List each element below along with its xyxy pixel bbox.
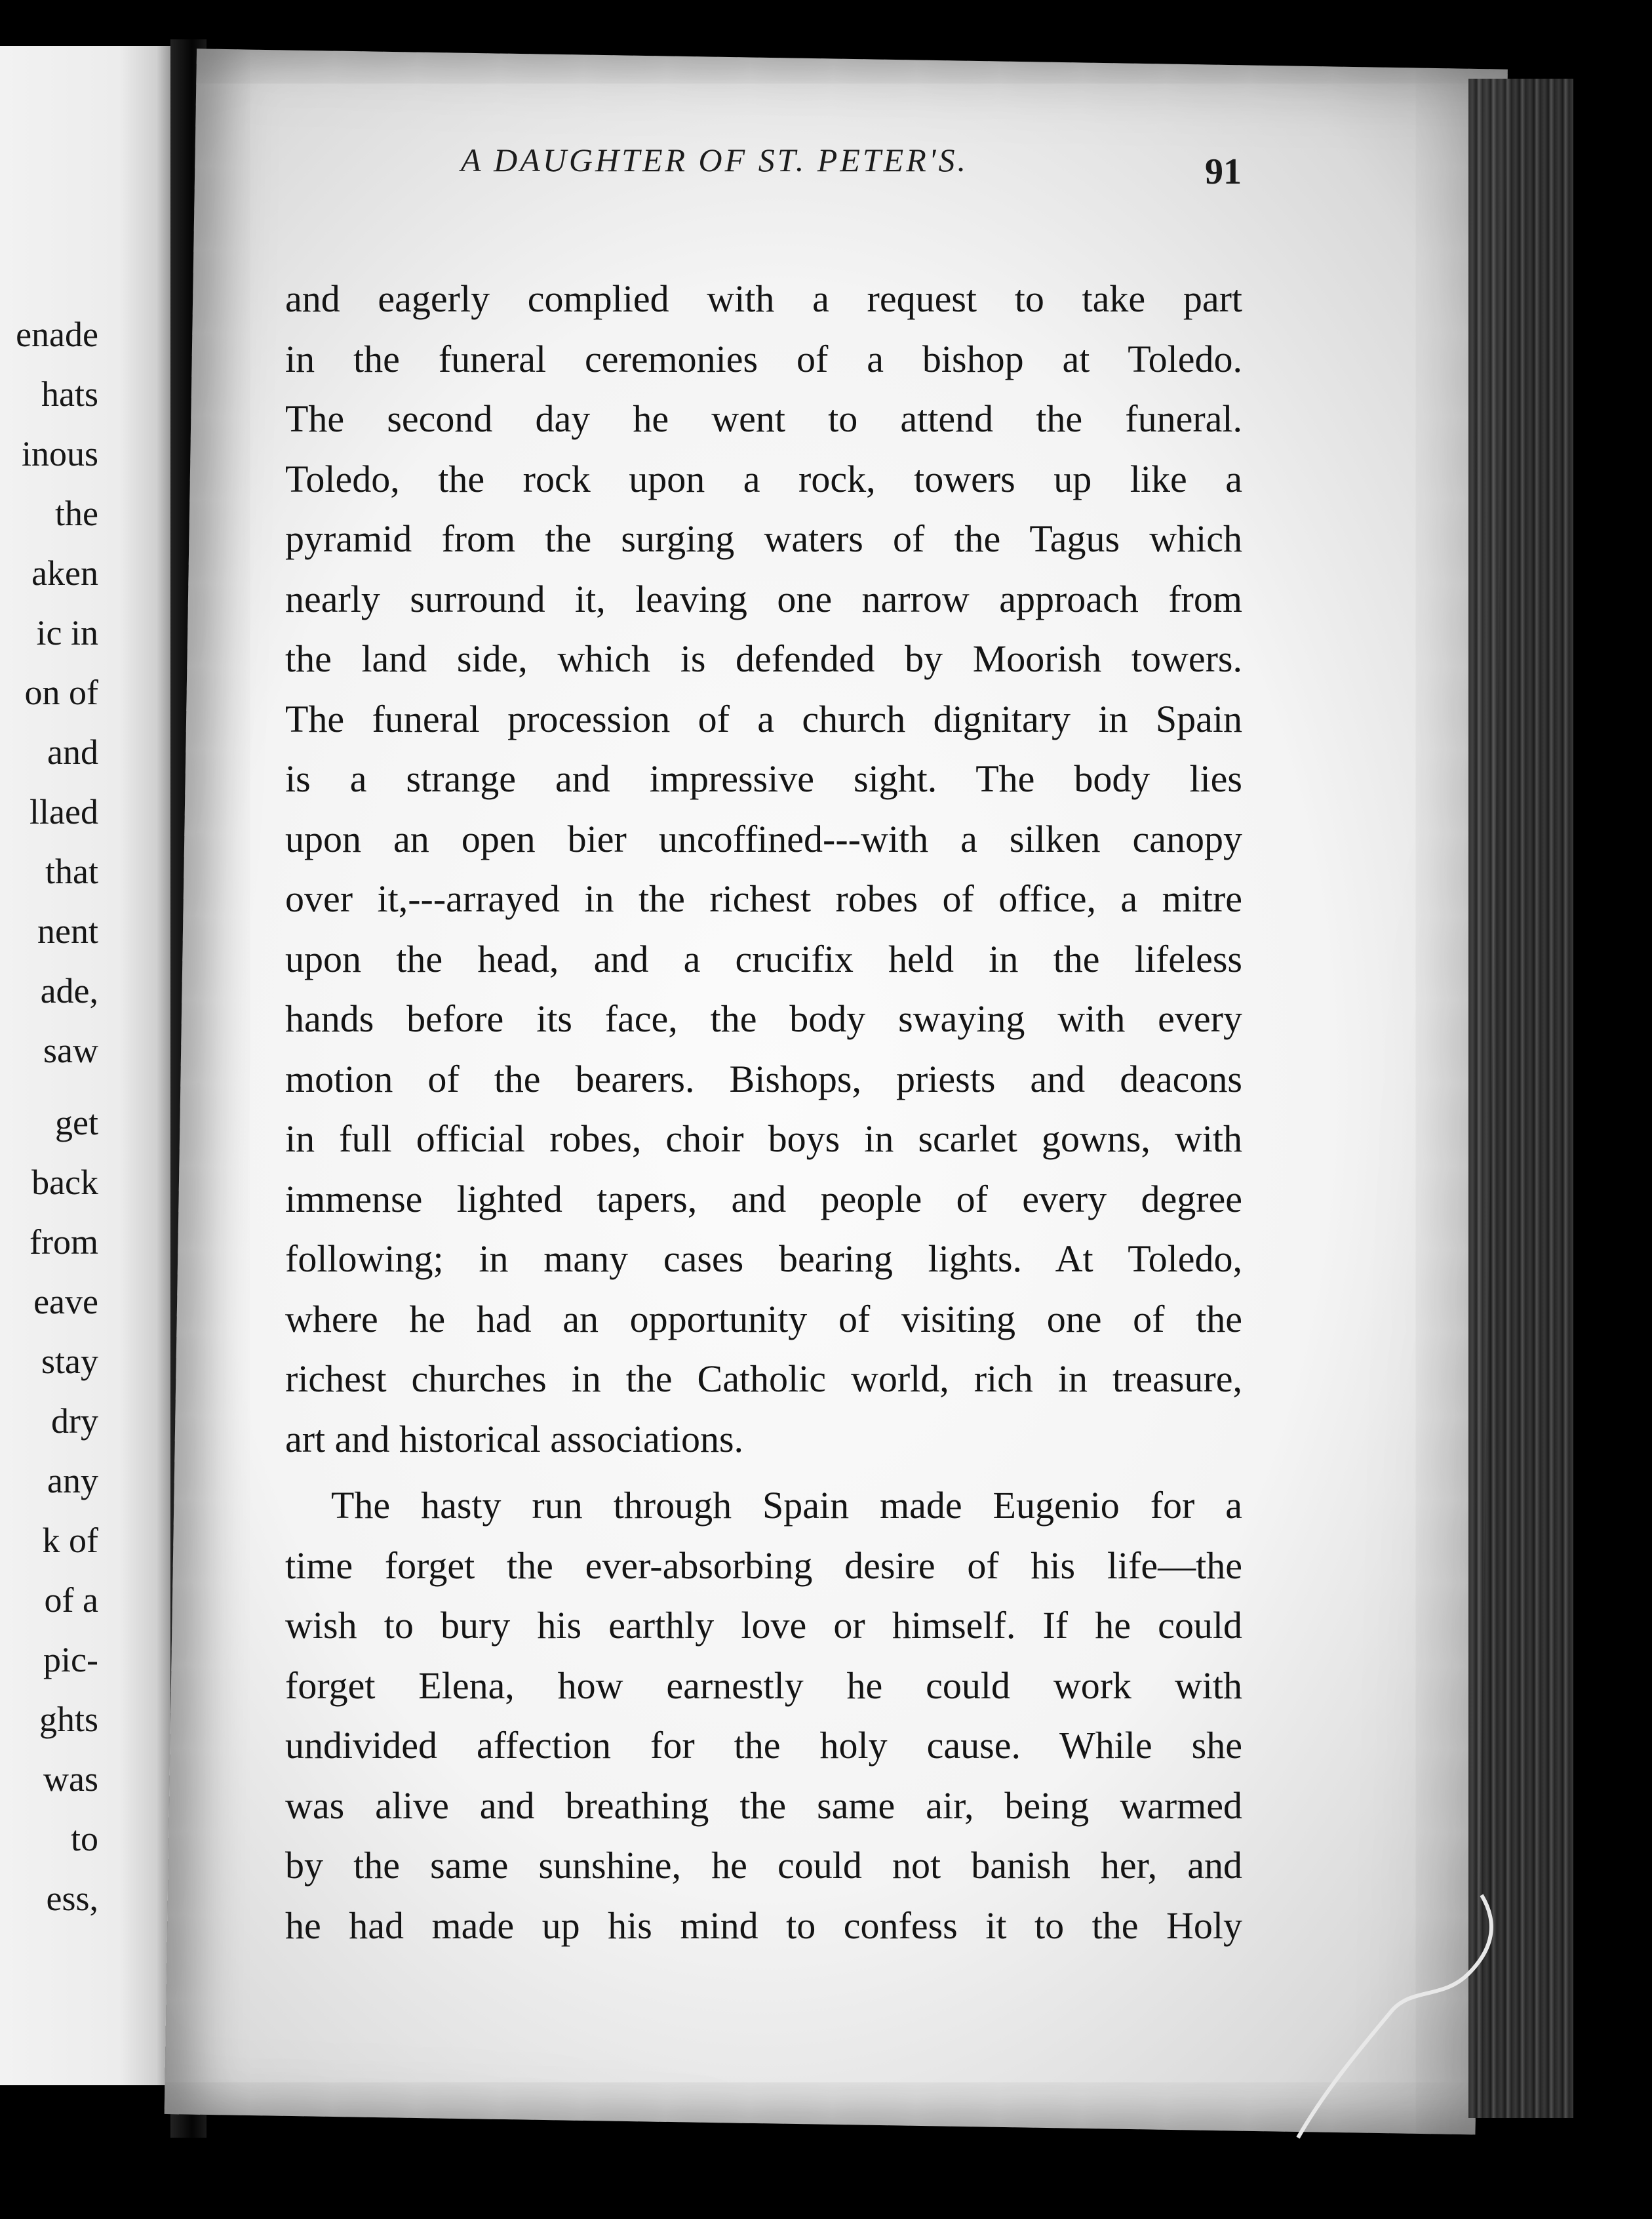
facing-line: and: [47, 732, 98, 772]
text-line: in full official robes, choir boys in scarlet gowns, with: [285, 1117, 1242, 1160]
text-line: he had made up his mind to confess it to the Holy: [285, 1904, 1242, 1947]
facing-line: get: [55, 1103, 98, 1142]
text-line: nearly surround it, leaving one narrow approach from: [285, 577, 1242, 620]
text-line: wish to bury his earthly love or himself. If he could: [285, 1604, 1242, 1647]
facing-line: llaed: [30, 792, 98, 831]
text-line: following; in many cases bearing lights. At Toledo,: [285, 1237, 1242, 1280]
facing-line: eave: [33, 1282, 98, 1321]
facing-line: enade: [16, 315, 98, 354]
facing-line: dry: [51, 1401, 98, 1441]
text-line: forget Elena, how earnestly he could work with: [285, 1664, 1242, 1707]
facing-line: any: [47, 1461, 98, 1500]
text-line: undivided affection for the holy cause. While she: [285, 1724, 1242, 1767]
text-line: art and historical associations.: [285, 1417, 744, 1460]
text-line: in the funeral ceremonies of a bishop at Toledo.: [285, 337, 1242, 380]
text-line: time forget the ever-absorbing desire of his life—the: [285, 1544, 1242, 1587]
text-line: The funeral procession of a church dignitary in Spain: [285, 697, 1242, 740]
text-line: hands before its face, the body swaying with every: [285, 997, 1242, 1040]
page-number: 91: [1205, 151, 1242, 192]
facing-line: stay: [41, 1342, 98, 1381]
text-line: where he had an opportunity of visiting one of the: [285, 1297, 1242, 1340]
text-line: The hasty run through Spain made Eugenio for a: [331, 1484, 1242, 1527]
text-line: Toledo, the rock upon a rock, towers up like a: [285, 457, 1242, 500]
facing-line: pic-: [43, 1640, 98, 1679]
text-line: pyramid from the surging waters of the Tagus which: [285, 517, 1242, 560]
text-line: the land side, which is defended by Moorish towers.: [285, 637, 1242, 680]
facing-line: of a: [44, 1580, 98, 1620]
facing-line: ade,: [40, 971, 98, 1010]
facing-line: to: [70, 1819, 98, 1858]
facing-line: saw: [43, 1031, 98, 1070]
facing-line: the: [55, 494, 98, 533]
text-line: was alive and breathing the same air, being warmed: [285, 1784, 1242, 1827]
running-title: A DAUGHTER OF ST. PETER'S.: [461, 142, 968, 178]
facing-line: nent: [37, 911, 98, 951]
facing-line: ghts: [39, 1700, 98, 1739]
text-line: upon an open bier uncoffined---with a silken canopy: [285, 817, 1242, 860]
text-line: and eagerly complied with a request to take part: [285, 277, 1242, 320]
text-line: by the same sunshine, he could not banish her, and: [285, 1844, 1242, 1887]
facing-line: ic in: [36, 613, 98, 652]
text-line: over it,---arrayed in the richest robes of office, a mitre: [285, 877, 1242, 920]
text-line: The second day he went to attend the funeral.: [285, 397, 1242, 440]
facing-line: inous: [21, 434, 98, 473]
scan-scratch-mark: [1285, 1875, 1508, 2151]
facing-line: k of: [42, 1521, 98, 1560]
facing-line: on of: [24, 673, 98, 712]
text-line: upon the head, and a crucifix held in the lifeless: [285, 937, 1242, 980]
text-line: immense lighted tapers, and people of every degree: [285, 1177, 1242, 1220]
facing-line: aken: [31, 553, 98, 593]
text-line: motion of the bearers. Bishops, priests and deacons: [285, 1057, 1242, 1100]
facing-page-text: [0, 305, 98, 1929]
facing-line: from: [30, 1222, 98, 1262]
facing-line: ess,: [46, 1879, 98, 1918]
body-text: [285, 269, 1242, 1955]
facing-line: that: [45, 852, 98, 891]
text-line: is a strange and impressive sight. The body lies: [285, 757, 1242, 800]
facing-line: back: [31, 1163, 98, 1202]
page-edges: [1468, 79, 1573, 2118]
facing-page-left: [0, 46, 170, 2085]
text-line: richest churches in the Catholic world, rich in treasure,: [285, 1357, 1242, 1400]
facing-line: was: [43, 1759, 98, 1799]
facing-line: hats: [41, 374, 98, 414]
